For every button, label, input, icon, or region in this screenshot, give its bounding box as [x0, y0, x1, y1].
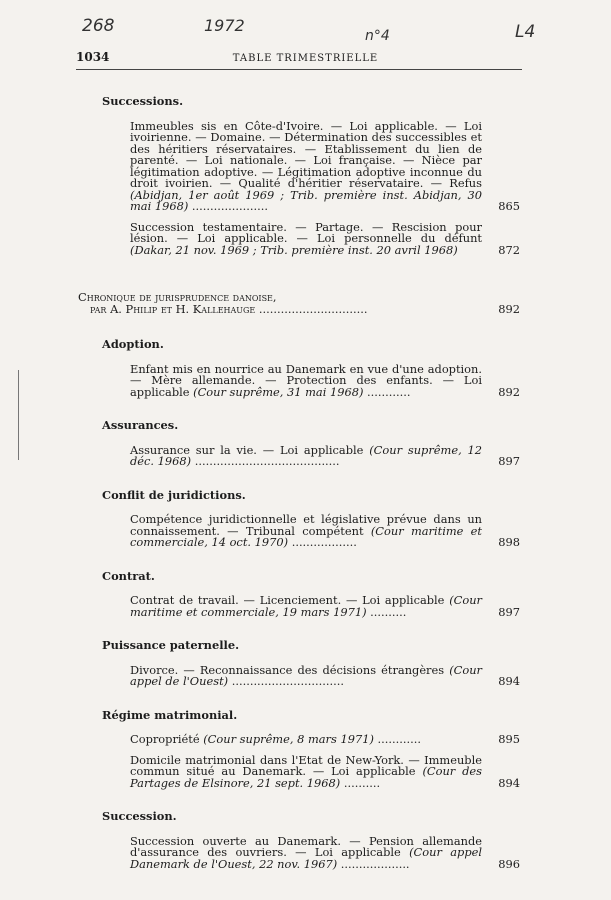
entry-citation: (Cour maritime et commerciale, 14 oct. 1970) — [130, 523, 482, 549]
entry-page: 897 — [498, 454, 520, 468]
entry-citation: (Cour des Partages de Elsinore, 21 sept. 1968) — [130, 764, 482, 790]
index-content — [78, 96, 520, 870]
entry-page: 894 — [498, 674, 520, 688]
entry-page: 894 — [498, 775, 520, 790]
entry-text: Succession ouverte au Danemark. — Pension allemande d'assurance des ouvriers. — Loi applicable — [130, 833, 482, 859]
entry-citation: (Cour suprême, 31 mai 1968) — [193, 384, 364, 399]
handwritten-note-3: n°4 — [365, 28, 390, 44]
index-entry: Contrat de travail. — Licenciement. — Loi applicable (Cour maritime et commerciale, 19 mars 1971) .......... 897 — [130, 593, 520, 619]
entry-citation: (Cour appel de l'Ouest) — [130, 662, 482, 688]
section-heading: Assurances. — [102, 418, 179, 432]
handwritten-note-1: 268 — [82, 16, 115, 36]
entry-text: Immeubles sis en Côte-d'Ivoire. — Loi applicable. — Loi ivoirienne. — Domaine. — Détermination des successibles et des héritiers réservataires. — Etablissement du lien de parenté. — Loi nationale. — Loi française. — Nièce par légitimation adoptive. — Légitimation adoptive inconnue du droit ivoirien. — Qualité d'héritier réservataire. — Refus — [130, 118, 482, 190]
index-entry — [130, 219, 520, 257]
index-entry: Succession ouverte au Danemark. — Pension allemande d'assurance des ouvriers. — Loi applicable (Cour appel Danemark de l'Ouest, 22 nov. 1967) ................... 896 — [130, 833, 520, 871]
entry-page: 895 — [498, 732, 520, 746]
index-entry: Divorce. — Reconnaissance des décisions étrangères (Cour appel de l'Ouest) ............................... 894 — [130, 662, 520, 688]
entry-page: 892 — [498, 384, 520, 399]
entry-text: Divorce. — Reconnaissance des décisions étrangères — [130, 662, 445, 677]
margin-line — [18, 370, 19, 460]
entry-text: Contrat de travail. — Licenciement. — Loi applicable — [130, 593, 445, 607]
entry-citation: (Dakar, 21 nov. 1969 ; Trib. première inst. 20 avril 1968) — [130, 242, 458, 257]
index-entry: Compétence juridictionnelle et législative prévue dans un connaissement. — Tribunal compétent (Cour maritime et commerciale, 14 oct. 1970) .................. 898 — [130, 512, 520, 549]
section-heading: Conflit de juridictions. — [102, 487, 246, 502]
section-heading: Régime matrimonial. — [102, 707, 238, 722]
section-heading: Succession. — [102, 809, 177, 823]
handwritten-note-4: L4 — [515, 22, 536, 42]
chronicle-authors: par A. Philip et H. Kallehauge — [90, 301, 256, 316]
entry-text: Succession testamentaire. — Partage. — Rescision pour lésion. — Loi applicable. — Loi personnelle du défunt — [130, 219, 482, 245]
entry-page: 898 — [498, 535, 520, 549]
index-entry: Domicile matrimonial dans l'Etat de New-York. — Immeuble commun situé au Danemark. — Loi applicable (Cour des Partages de Elsinore, 21 sept. 1968) .......... 894 — [130, 752, 520, 790]
page-number: 1034 — [76, 50, 110, 64]
section-heading: Adoption. — [102, 337, 164, 351]
index-entry: Immeubles sis en Côte-d'Ivoire. — Loi applicable. — Loi ivoirienne. — Domaine. — Détermination des successibles et des héritiers réservataires. — Etablissement du lien de parenté. — Loi nationale. — Loi française. — Nièce par légitimation adoptive. — Légitimation adoptive inconnue du droit ivoirien. — Qualité d'héritier réservataire. — Refus (Abidjan, 1er août 1969 ; Trib. première inst. Abidjan, 30 mai 1968) ..................... 865 — [130, 118, 520, 213]
entry-text: Domicile matrimonial dans l'Etat de New-York. — Immeuble commun situé au Danemark. — Loi applicable — [130, 752, 482, 778]
index-entry: Enfant mis en nourrice au Danemark en vue d'une adoption. — Mère allemande. — Protection des enfants. — Loi applicable (Cour suprême, 31 mai 1968) ............ 892 — [130, 361, 520, 399]
entry-text: Assurance sur la vie. — Loi applicable — [130, 442, 364, 457]
entry-citation: (Cour suprême, 8 mars 1971) — [203, 732, 374, 746]
entry-page: 896 — [498, 856, 520, 871]
index-entry: Assurance sur la vie. — Loi applicable (Cour suprême, 12 déc. 1968) ........................................ 897 — [130, 442, 520, 468]
entry-text: Enfant mis en nourrice au Danemark en vue d'une adoption. — Mère allemande. — Protection des enfants. — Loi applicable — [130, 361, 482, 399]
chronicle-block: Chronique de jurisprudence danoise, par A. Philip et H. Kallehauge .............................. 892 — [78, 290, 520, 316]
entry-citation: (Cour suprême, 12 déc. 1968) — [130, 442, 483, 468]
running-title: TABLE TRIMESTRIELLE — [232, 53, 379, 64]
chronicle-title: Chronique de jurisprudence danoise, — [78, 290, 277, 304]
entry-citation: (Abidjan, 1er août 1969 ; Trib. première inst. Abidjan, 30 mai 1968) — [130, 187, 482, 213]
section-heading: Contrat. — [102, 568, 155, 583]
entry-page: 892 — [498, 301, 520, 316]
section-heading: Successions. — [102, 94, 184, 108]
entry-text: Copropriété — [130, 732, 200, 746]
section-heading: Puissance paternelle. — [102, 638, 240, 652]
entry-page: 897 — [498, 604, 520, 619]
index-entry: Copropriété (Cour suprême, 8 mars 1971) ............ 895 — [130, 732, 520, 746]
entry-citation: (Cour maritime et commerciale, 19 mars 1971) — [130, 593, 483, 619]
header-rule — [76, 69, 522, 70]
entry-text: Compétence juridictionnelle et législative prévue dans un connaissement. — Tribunal compétent — [130, 512, 482, 538]
entry-page: 865 — [498, 199, 520, 213]
entry-page: 872 — [498, 242, 520, 257]
handwritten-note-2: 1972 — [204, 16, 245, 35]
entry-citation: (Cour appel Danemark de l'Ouest, 22 nov. 1967) — [130, 845, 482, 871]
